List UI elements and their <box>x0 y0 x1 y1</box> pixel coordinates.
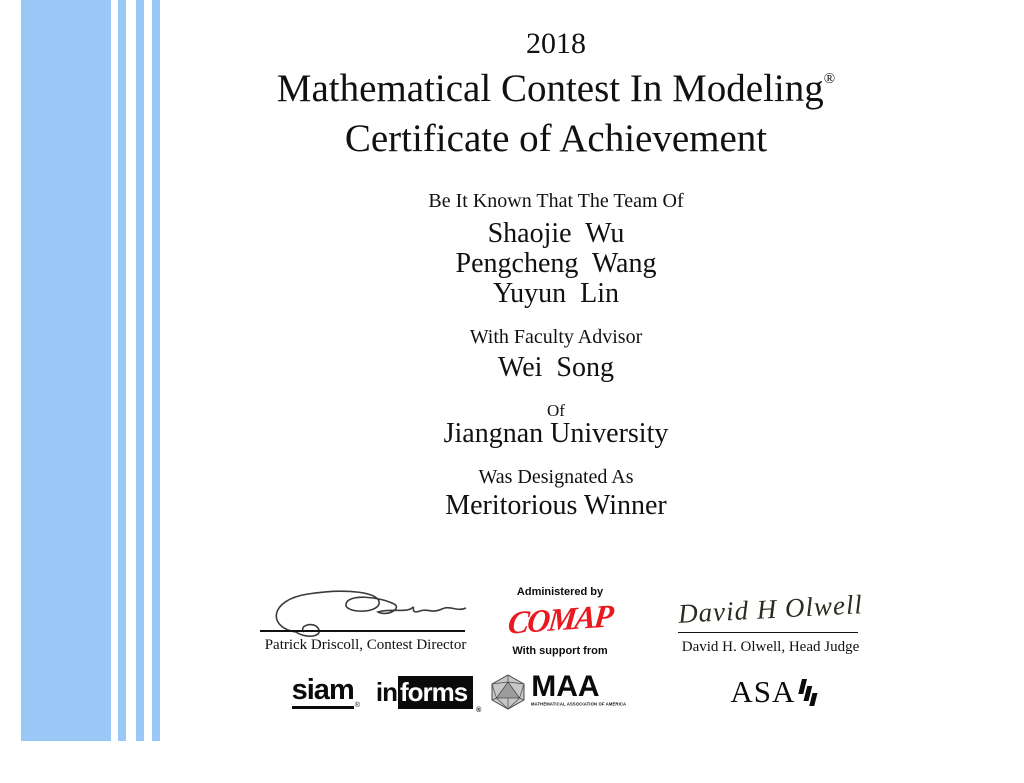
siam-logo <box>291 673 360 709</box>
signature-line <box>260 630 465 632</box>
advisor-name: Wei Song <box>498 352 614 383</box>
siam-logo-text: siam <box>292 676 354 709</box>
team-intro-text: Be It Known That The Team Of <box>428 190 684 212</box>
asa-logo <box>730 673 820 711</box>
institution-name: Jiangnan University <box>443 418 669 449</box>
maa-logo-caption: MATHEMATICAL ASSOCIATION OF AMERICA <box>531 702 627 707</box>
support-from-label: With support from <box>512 645 608 657</box>
asa-logo-text: ASA <box>730 674 796 709</box>
maa-logo-text: MAA <box>531 670 600 703</box>
of-label: Of <box>547 401 565 420</box>
administration-block <box>498 586 622 657</box>
administered-by-label: Administered by <box>516 586 604 598</box>
olwell-signature-script: David H Olwell <box>677 589 864 629</box>
advisor-intro-text: With Faculty Advisor <box>469 326 643 348</box>
maa-logo <box>489 670 714 711</box>
informs-logo-text-in: in <box>375 677 398 707</box>
team-member-name: Yuyun Lin <box>493 278 619 309</box>
team-member-name: Shaojie Wu <box>487 218 625 249</box>
contest-director-name: Patrick Driscoll, Contest Director <box>264 637 467 653</box>
contest-title-text: Mathematical Contest In Modeling <box>276 67 824 110</box>
contest-year: 2018 <box>526 27 586 60</box>
certificate-subtitle: Certificate of Achievement <box>344 117 768 160</box>
team-member-name: Pengcheng Wang <box>455 248 657 279</box>
signature-line <box>678 632 858 633</box>
contest-title <box>86 66 1024 111</box>
sponsor-logos-row <box>86 669 1024 715</box>
designation-title: Meritorious Winner <box>445 490 667 521</box>
comap-logo: COMAP <box>506 597 614 641</box>
designation-intro-text: Was Designated As <box>478 466 634 488</box>
maa-icosahedron-icon <box>489 674 527 710</box>
informs-registered-mark: ® <box>476 706 481 714</box>
informs-logo <box>375 676 481 714</box>
registered-trademark-mark: ® <box>823 71 836 87</box>
siam-registered-mark: ® <box>354 701 360 709</box>
informs-logo-text-forms: forms <box>398 676 473 709</box>
head-judge-name: David H. Olwell, Head Judge <box>681 639 860 655</box>
asa-bars-icon <box>796 679 820 711</box>
